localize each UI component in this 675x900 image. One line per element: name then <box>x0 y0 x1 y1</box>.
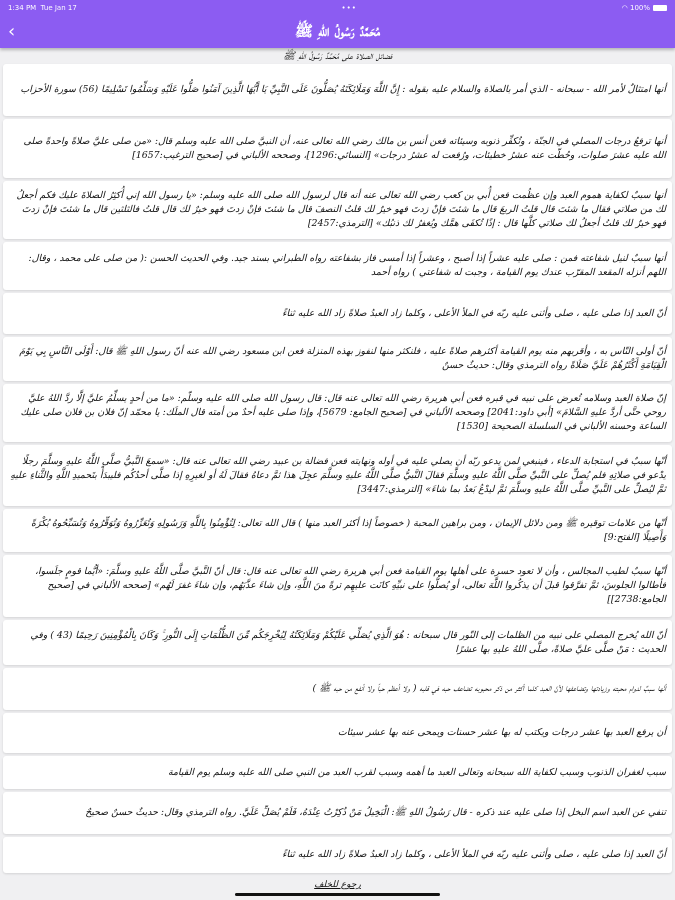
multitask-dots-icon[interactable]: ••• <box>341 4 357 12</box>
list-item <box>3 756 672 789</box>
list-item <box>3 555 672 617</box>
list-item <box>3 384 672 442</box>
list-item <box>3 792 672 834</box>
status-right <box>622 4 667 12</box>
item-text: أنّها سببٌ لدوام محبته وزيادتها وتضاعفها لأنّ العبد كلما أكثر من ذكر محبوبه تضاعف حبه في قلبه ( ولا أعظم حباً ولا أنفع من حبه ﷺ ) <box>312 683 666 694</box>
list-item <box>3 713 672 753</box>
list-item <box>3 445 672 506</box>
go-back-link[interactable]: رجوع للخلف <box>314 880 361 890</box>
list-item <box>3 837 672 873</box>
status-time: 1:34 PM <box>8 4 37 12</box>
list-item <box>3 181 672 239</box>
status-bar <box>8 3 667 13</box>
list-item <box>3 509 672 552</box>
item-text: أنّ الله يُخرج المصلي على نبيه من الظلمات إلى النّور قال سبحانه : هُوَ الَّذِي يُصَلِّي عَلَيْكُمْ وَمَلَائِكَتُهُ لِيُخْرِجَكُم مِّنَ الظُّلُمَاتِ إِلَى النُّورِ ۚ وَكَانَ بِالْمُؤْمِنِينَ رَحِيمًا (43 ) وفي الحديث : مَنْ صلَّى عليَّ صلاةً، صلَّى اللهُ عليهِ بها عشرًا <box>30 629 666 655</box>
home-indicator[interactable] <box>235 893 440 896</box>
app-header <box>0 0 675 48</box>
item-text: أنّها سببٌ في استجابة الدعاء ، فينبغي لمن يدعو ربّه أن يصلي عليه في أوله ونهايته فعن فضالة بن عبيد رضي الله تعالى عنه قال: «سمعَ النَّبيُّ صلَّى اللَّهُ عليهِ وسلَّمَ رجلًا يدْعو في صلاتِهِ فلم يُصلِّ على النَّبيِّ صلَّى اللَّهُ عليهِ وسلَّمَ فقالَ النَّبيُّ صلَّى اللَّهُ عليهِ وسلَّمَ عجِلَ هذا ثمَّ دعاهُ فقالَ لَهُ أو لغيرِهِ إذا صلَّى أحدُكُم فليبدَأْ بتَحميدِ اللَّهِ والثَّناءِ عليهِ ثمَّ ليُصلِّ على النَّبيِّ صلَّى اللَّهُ عليهِ وسلَّمَ ثمَّ ليدْعُ بَعدُ بما شاءَ» [الترمذي:3447] <box>10 455 666 495</box>
item-text: أنّها من علامات توقيره ﷺ ومن دلائل الإيمان ، ومن براهين المحبة ( خصوصاً إذا أكثر العبد منها ) قال الله تعالى: لِتُؤْمِنُوا بِاللَّهِ وَرَسُولِهِ وَتُعَزِّرُوهُ وَتُوَقِّرُوهُ وَتُسَبِّحُوهُ بُكْرَةً وَأَصِيلًا [الفتح:9] <box>31 517 666 543</box>
list-item <box>3 64 672 116</box>
item-text: أنّ أولى النّاس به ، وأقربهم منه يوم القيامة أكثرهم صلاةً عليه ، فلنكثر منها لنفوز بهذه المنزلة فعن ابن مسعود رضي الله عنه أنّ رسول اللهِ ﷺ قال: أَوْلَى النَّاسِ بِي يَوْمَ الْقِيَامَةِ أَكْثَرُهُمْ عَلَيَّ صَلَاةً رواه الترمذي وقال: حديثٌ حسنٌ <box>19 346 666 371</box>
wifi-icon: ◠ <box>621 4 628 12</box>
item-text: أنها سببٌ لكفاية هموم العبد وإن عظُمت فعن أُبي بن كعب رضي الله تعالى عنه أنه قال لرسول الله صلى الله عليه وسلم: «يا رسول الله إني أُكثِرُ الصلاةَ عليك فكم أجعلُ لك من صلاتي فقال ما شئتَ قال قلتُ الربعَ قال ما شئتَ فإنْ زدتَ فهو خيرٌ لك قلتُ النصفَ قال ما شئتَ فإنْ زدتَ فهو خيرٌ لك قال قلتُ فالثلثين قال ما شئتَ فإنْ زدتَ فهو خيرٌ لك قلتُ أجعلُ لك صلاتي كلَّها قال : إذًا تُكفَى همَّك ويُغفرُ لك ذنبُك» [الترمذي:2457] <box>16 190 666 229</box>
section-subtitle: فضائل الصلاة على مُحَمَّدٌ رَسُولُ اللهِ ﷺ <box>282 51 393 62</box>
item-text: سبب لغفران الذنوب وسبب لكفاية الله سبحانه وتعالى العبد ما أهمه وسبب لقرب العبد من النبي صلى الله عليه وسلم يوم القيامة <box>168 766 666 778</box>
item-text: أنّ العبد إذا صلى عليه ، صلى وأثنى عليه ربّه في الملأ الأعلى ، وكلما زاد العبدُ صلاةً زاد الله عليه ثناءً <box>282 849 666 860</box>
item-text: أنّ العبد إذا صلى عليه ، صلى وأثنى عليه ربّه في الملأ الأعلى ، وكلما زاد العبدُ صلاةً زاد الله عليه ثناءً <box>282 307 666 319</box>
list-item <box>3 119 672 178</box>
item-text: أنها سببٌ لنيل شفاعته فمن : صلى عليه عشراً إذا أصبح ، وعشراً إذا أمسى فاز بشفاعته رواه الطبراني بسند جيد. وفي الحديث الحسن :( من صلى على محمد ، وقال: اللهم أنزله المقعد المقرّب عندك يوم القيامة ، وجبت له شفاعتي ) رواه أحمد <box>28 253 666 278</box>
status-date: Tue Jan 17 <box>40 4 77 12</box>
item-text: أنّها سببٌ لطيب المجالس ، وأن لا تعود حسرة على أهلها يوم القيامة فعن أبي هريرة رضي الله تعالى عنه قال: قال أنّ النَّبيَّ صلَّى اللَّهُ عليهِ وسلَّمَ: «أيُّما قومٍ جلَسوا، فأطالوا الجلوسَ، ثمَّ تفرَّقوا قبلَ أن يذكُروا اللَّهَ تعالى، أو يُصلُّوا على نبيِّهِ كانَت عليهِم ترةً منَ اللَّهِ، وإن شاءَ عذَّبَهُم، وإن شاءَ غفرَ لَهُم» [صححه الألباني في [صحيح الجامع:2738]] <box>34 566 666 605</box>
item-text: أنها امتثالٌ لأمر الله - سبحانه - الذي أمر بالصلاة والسلام عليه بقوله : إِنَّ اللَّهَ وَمَلَائِكَتَهُ يُصَلُّونَ عَلَى النَّبِيِّ يَا أَيُّهَا الَّذِينَ آمَنُوا صَلُّوا عَلَيْهِ وَسَلِّمُوا تَسْلِيمًا (56) سورة الأحزاب <box>20 84 666 95</box>
list-item <box>3 293 672 334</box>
status-time-date <box>8 4 77 12</box>
list-item <box>3 337 672 381</box>
item-text: تنفي عن العبد اسم البخل إذا صلى عليه عند ذكره - قال رَسُولُ اللهِ ﷺ: الْبَخِيلُ مَنْ ذُكِرْتُ عِنْدَهُ، فَلَمْ يُصَلِّ عَلَيَّ. رواه الترمذي وقال: حديثٌ حسنٌ صحيحٌ <box>85 807 666 818</box>
battery-level: 100% <box>629 4 650 12</box>
back-chevron-icon[interactable]: ‹ <box>8 21 16 42</box>
item-text: أن يرفع العبد بها عشر درجات ويكتب له بها عشر حسنات ويمحى عنه بها عشر سيئات <box>337 727 666 738</box>
item-text: إنّ صلاة العبد وسلامه تُعرض على نبيه في قبره فعن أبي هريرة رضي الله تعالى عنه قال: قال رسول الله صلى الله عليه وسلّم: «ما من أحدٍ يسلِّمُ عليَّ إلَّا ردَّ اللهُ عليَّ روحي حتَّى أردَّ عليهِ السَّلامَ» [أبي داود:2041] وصححه الألباني في [صحيح الجامع: 5679]، وإذا صلى عليه أحدٌ من أمته قال الملَك: يا محمّد إنّ فلان بن فلان صلى عليك الساعة وحسنه الألباني في السلسلة الصحيحة [1530] <box>20 393 666 432</box>
list-item <box>3 242 672 290</box>
virtues-list <box>3 64 672 876</box>
page-title: مُحَمَّدٌ رَسُولُ اللهِ ﷺ <box>294 22 381 40</box>
battery-icon <box>653 5 667 11</box>
list-item <box>3 668 672 710</box>
item-text: أنها ترفعُ درجات المصلي في الجنّة ، وتُكفِّر ذنوبه وسيئاته فعن أنس بن مالك رضي الله تعالى عنه، أن النبيَّ صلى الله عليه وسلم قال: «من صلى عليَّ صلاةً واحدةً صلى الله عليه عشرَ صلوات، وحُطّت عنه عشرُ خطيئات، ورُفعت له عشرُ درجات» [النسائي:1296]، وصححه الألباني في [صحيح الترغيب:1657] <box>23 135 666 161</box>
list-item <box>3 620 672 665</box>
